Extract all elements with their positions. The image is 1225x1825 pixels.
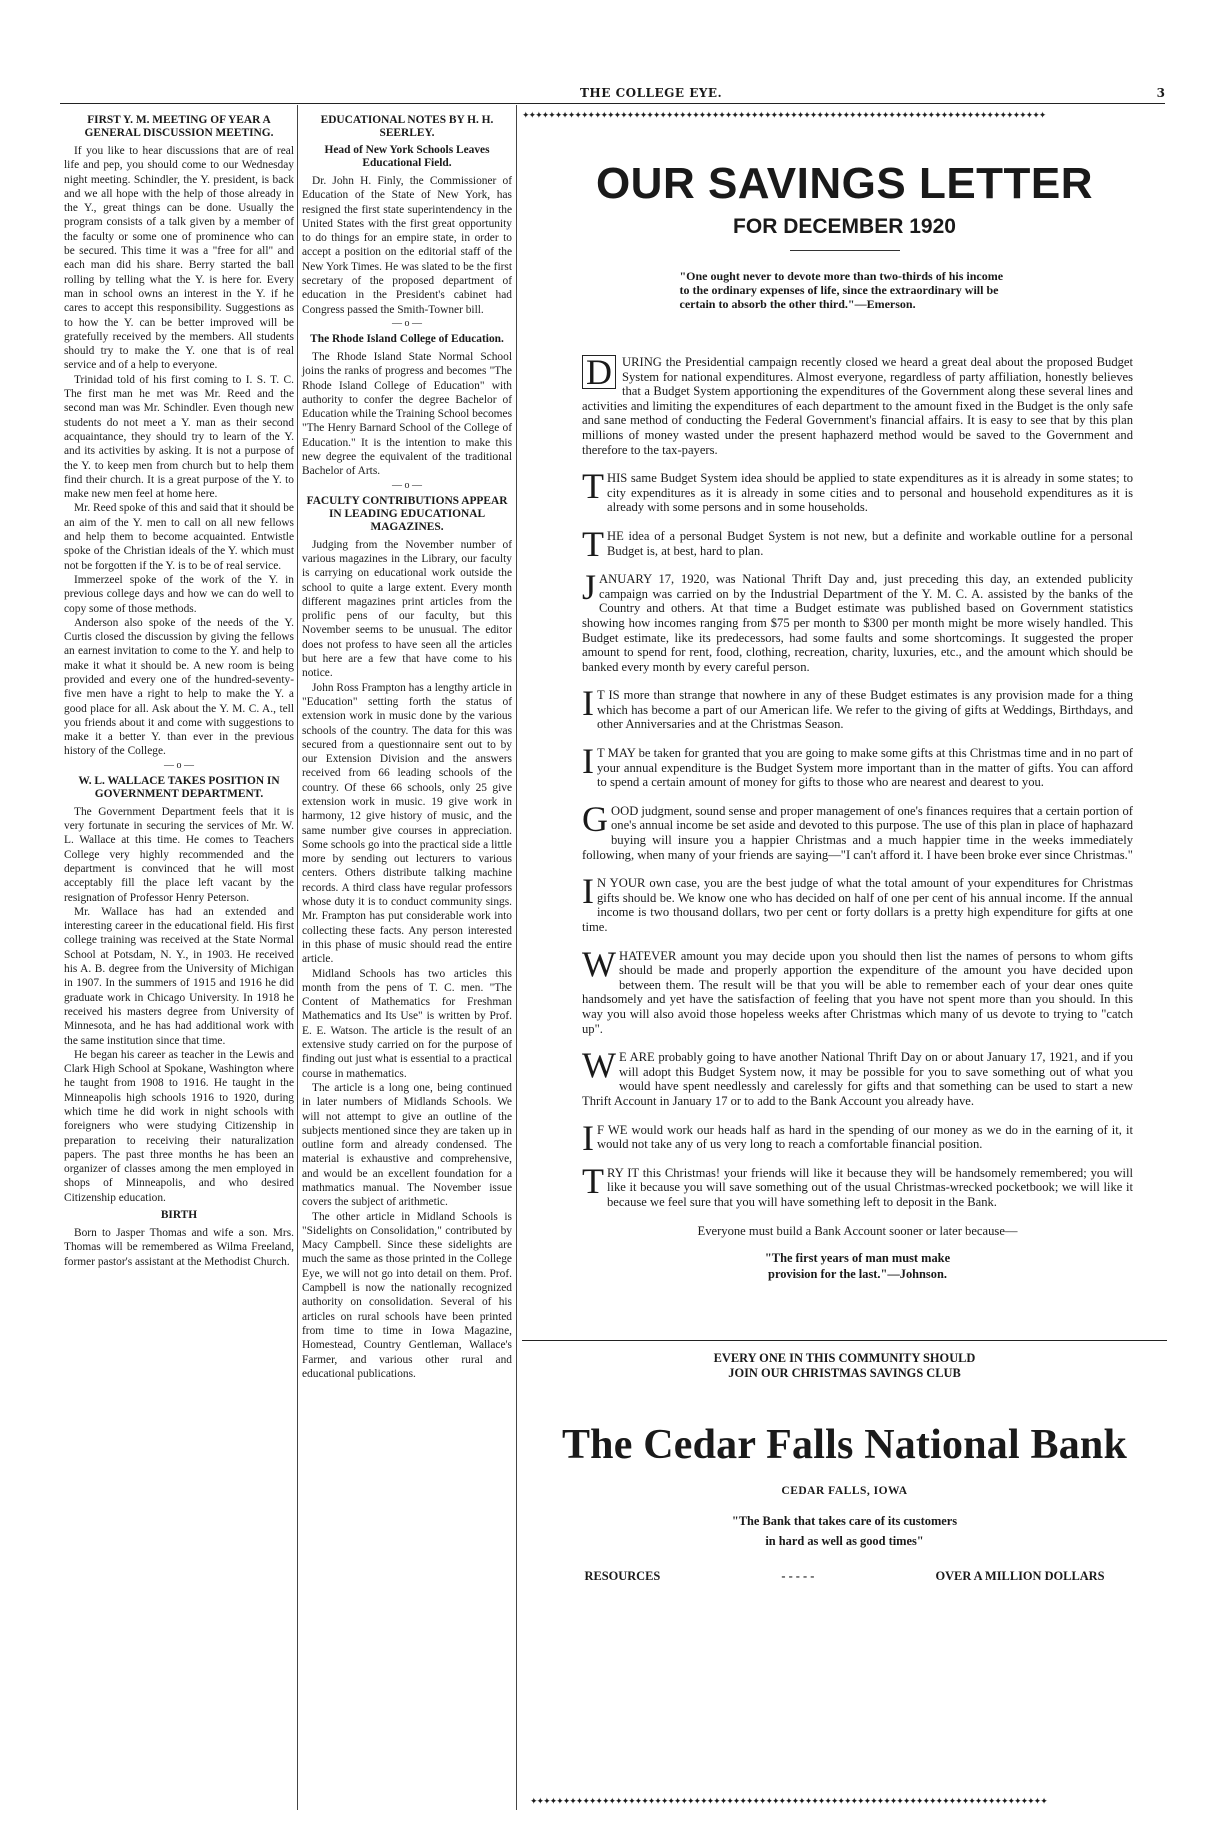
ad-paragraph [582, 1117, 1133, 1158]
ad-paragraph-text: HE idea of a personal Budget System is not new, but a definite and workable outline for a personal Budget is, at best, hard to plan. [607, 528, 1133, 558]
johnson-quote [582, 1250, 1133, 1282]
column-middle [302, 110, 512, 1381]
johnson-quote-line: provision for the last."—Johnson. [768, 1267, 947, 1282]
ad-paragraph [582, 523, 1133, 564]
article-headline: W. L. WALLACE TAKES POSITION IN GOVERNMENT DEPARTMENT. [78, 774, 280, 800]
ad-paragraph [582, 798, 1133, 862]
drop-cap: W [582, 1045, 616, 1086]
divider [522, 1340, 1167, 1341]
savings-letter-advertisement [522, 110, 1167, 1584]
drop-cap: I [582, 871, 594, 912]
column-divider [516, 105, 517, 1810]
article-paragraph: The Government Department feels that it is very fortunate in securing the services of Mr. W. L. Wallace at this time. He comes to Teachers College very highly recommended and the department is convinced that he will most acceptably fill the place left vacant by the resignation of Professor Henry Peterson. [64, 805, 294, 904]
ad-paragraph-text: HIS same Budget System idea should be applied to state expenditures as it is already in some states; to city expenditures as it is already in some cities and to personal and household expenditures as it is already with some persons and in some households. [607, 471, 1133, 515]
drop-cap: J [582, 567, 597, 608]
emerson-quote: "One ought never to devote more than two-thirds of his income to the ordinary expenses of life, since the extraordinary will be certain to absorb the other third."—Emerson. [679, 269, 1004, 311]
drop-cap: I [582, 741, 594, 782]
ad-paragraph [582, 466, 1133, 515]
article-paragraph: John Ross Frampton has a lengthy article in "Education" setting forth the status of extension work in music done by the various schools of the country. The data for this was secured from a questionnaire sent out to by our Extension Division and the answers received from 66 leading schools of the country. Of these 66 schools, only 25 give extension work in music. 19 give work in harmony, 12 give history of music, and the same number give courses in appreciation. Some schools go into the practical side a little more by sending out lecturers to various centers. Others distribute talking machine records. A third class have regular professors whose duty it is to conduct community sings. Mr. Frampton has put considerable work into collecting these facts. Any person interested in this phase of music should read the entire article. [302, 681, 512, 966]
bank-motto [522, 1511, 1167, 1551]
drop-cap: W [582, 943, 616, 984]
article-subhead: The Rhode Island College of Education. [310, 332, 504, 345]
bank-city: CEDAR FALLS, IOWA [781, 1485, 908, 1498]
divider [790, 250, 900, 251]
article-subhead: FACULTY CONTRIBUTIONS APPEAR IN LEADING EDUCATIONAL MAGAZINES. [306, 494, 508, 533]
section-separator: — o — [392, 479, 422, 491]
drop-cap: D [582, 355, 616, 389]
article-paragraph: Anderson also spoke of the needs of the Y. Curtis closed the discussion by giving the fellows an earnest invitation to come to the Y. and help to make it what it should be. A new room is being provided and every one of the hundred-seventy-five men have a right to help to make the Y. a good place for all. Ask about the Y. M. C. A., tell you friends about it and come with suggestions to make it a better Y. than ever in the previous history of the College. [64, 616, 294, 758]
ad-paragraph [582, 567, 1133, 674]
motto-line: in hard as well as good times" [765, 1534, 924, 1549]
drop-cap: G [582, 798, 608, 839]
drop-cap: I [582, 683, 594, 724]
ad-paragraph-text: OOD judgment, sound sense and proper management of one's finances requires that a certain portion of one's annual income be set aside and devoted to this purpose. The use of this plan in place of haphazard buying will insure you a happier Christmas and a much happier time in the weeks immediately following, when many of your friends are saying—"I can't afford it. I have been broke ever since Christmas." [582, 803, 1133, 862]
resources-leader: - - - - - [781, 1569, 815, 1584]
article-paragraph: Mr. Reed spoke of this and said that it should be an aim of the Y. men to call on all new fellows and help them to become acquainted. Entwistle spoke of the Christian ideals of the Y. which must not be forgotten if the Y. is to be of real service. [64, 502, 294, 572]
page-number: 3 [1156, 86, 1165, 100]
ad-paragraph [582, 683, 1133, 732]
article-paragraph: He began his career as teacher in the Lewis and Clark High School at Spokane, Washington where he taught from 1908 to 1916. He taught in the Minneapolis high schools 1916 to 1920, during which time he did work in night schools with foreigners who were studying Citizenship in preparation to receiving their naturalization papers. The past three months he has been an organizer of classes among the men employed in shops of Minneapolis, and who desired Citizenship education. [64, 1048, 294, 1204]
ad-paragraph-text: RY IT this Christmas! your friends will like it because they will be handsomely remembered; you will like it because you will save something out of the usual Christmas-wrecked pocketbook; we will like it because we feel sure that you will have something left to deposit in the Bank. [607, 1165, 1133, 1209]
motto-line: "The Bank that takes care of its customers [731, 1514, 958, 1529]
johnson-quote-line: "The first years of man must make [764, 1251, 951, 1266]
column-divider [297, 105, 298, 1810]
ad-paragraph [582, 1160, 1133, 1210]
ad-paragraph-text: F WE would work our heads half as hard in the spending of our money as we do in the earning of it, it would not take any of us very long to reach a comfortable financial position. [597, 1122, 1133, 1152]
section-separator: — o — [392, 317, 422, 329]
drop-cap: T [582, 1160, 604, 1201]
article-paragraph: The Rhode Island State Normal School joins the ranks of progress and becomes "The Rhode Island College of Education" with authority to confer the degree Bachelor of Education while the Training School becomes "The Henry Barnard School of the College of Education." It is the intention to make this new degree the equivalent of the traditional Bachelor of Arts. [302, 350, 512, 478]
column-left [64, 110, 294, 1269]
article-paragraph: The other article in Midland Schools is "Sidelights on Consolidation," contributed by Macy Campbell. Since these sidelights are much the same as those printed in the College Eye, we will not go into detail on them. Prof. Campbell is now the nationally recognized authority on consolidation. Several of his articles on rural schools have been printed from time to time in Iowa Magazine, Homestead, Country Gentleman, Wallace's Farmer, and various other rural and educational publications. [302, 1210, 512, 1380]
section-separator: — o — [164, 759, 194, 771]
resources-label: RESOURCES [584, 1569, 661, 1584]
ad-subtitle: FOR DECEMBER 1920 [733, 215, 956, 238]
ad-title: OUR SAVINGS LETTER [595, 159, 1094, 208]
article-paragraph: Midland Schools has two articles this month from the pens of T. C. men. "The Content of Mathematics for Freshman Mathematics and Its Use" is written by Prof. E. E. Watson. The article is the result of an extensive study carried on for the purpose of finding out just what is essential to a practical course in mathematics. [302, 967, 512, 1080]
article-paragraph: The article is a long one, being continued in later numbers of Midlands Schools. We will not attempt to give an outline of the subjects mentioned since they are taken up in outline form and already condensed. The material is exhaustive and comprehensive, and would be an excellent foundation for a mathmatics manual. The November issue covers the subject of arithmetic. [302, 1081, 512, 1209]
ad-paragraph [582, 352, 1133, 457]
resources-line [585, 1569, 1105, 1584]
ad-paragraph-text: T IS more than strange that nowhere in any of these Budget estimates is any provision made for a thing which has become a part of our American life. We refer to the giving of gifts at Weddings, Birthdays, and other Anniversaries and at the Christmas Season. [597, 688, 1133, 732]
ad-paragraph [582, 741, 1133, 790]
club-line: EVERY ONE IN THIS COMMUNITY SHOULD [713, 1351, 976, 1366]
drop-cap: I [582, 1117, 594, 1158]
article-paragraph: Trinidad told of his first coming to I. S. T. C. The first man he met was Mr. Reed and the second man was Mr. Schindler. Even though new students do not meet a Y. man as their second acquaintance, they should try to learn of the Y. and its activities by asking. It is not a purpose of the Y. to keep men from church but to help them find their church. It is a great purpose of the Y. to make new men feel at home here. [64, 373, 294, 501]
ad-paragraph-text: T MAY be taken for granted that you are going to make some gifts at this Christmas time and in no part of your annual expenditure is the Budget System more important than in the matter of gifts. You can afford to spend a certain amount of money for gifts to those who are nearest and dearest to you. [597, 746, 1133, 790]
article-paragraph: Dr. John H. Finly, the Commissioner of Education of the State of New York, has resigned the first state superintendency in the United States with the first great opportunity to do things for an empire state, in order to accept a position on the editorial staff of the New York Times. He was slated to be the first secretary of the proposed department of education in the President's cabinet had Congress passed the Smith-Towner bill. [302, 175, 512, 316]
birth-headline: BIRTH [160, 1209, 198, 1222]
article-paragraph: Immerzeel spoke of the work of the Y. in previous college days and how we can do well to copy some of those methods. [64, 573, 294, 615]
newspaper-title: THE COLLEGE EYE. [580, 86, 723, 100]
birth-notice: Born to Jasper Thomas and wife a son. Mrs. Thomas will be remembered as Wilma Freeland, former pastor's assistant at the Methodist Church. [64, 1227, 294, 1268]
article-paragraph: Judging from the November number of various magazines in the Library, our faculty is carrying on educational work outside the school to quite a large extent. Every month different magazines print articles from the prolific pens of our faculty, but this November seems to be unusual. The editor does not profess to have seen all the articles but here are a few that have come to his notice. [302, 538, 512, 680]
article-subhead: Head of New York Schools Leaves Educational Field. [324, 144, 490, 169]
ad-paragraph-text: HATEVER amount you may decide upon you should then list the names of persons to whom gifts should be made and properly apportion the expenditure of the amount you have decided upon between them. The result will be that you will be able to remember each of your dear ones quite handsomely and yet have the satisfaction of feeling that you have not spent more than you should. In this way you will also avoid those hopeless weeks after Christmas which many of us devote to trying to "catch up". [582, 948, 1133, 1036]
article-paragraph: If you like to hear discussions that are of real life and pep, you should come to our Wednesday night meeting. Schindler, the Y. president, is back and we all hope with the help of those already in the Y., great things can be done. Usually the program consists of a talk given by a member of the faculty or some one of prominence who can be secured. This time it was a "free for all" and each man did his share. Berry started the ball rolling by telling what the Y. is here for. Every man in school owns an interest in the Y. if he cares to accept this responsibility. Suggestions as to how the Y. can be better improved will be gratefully received by the members. All students should try to make the Y. one that is of real service and of a help to everyone. [64, 145, 294, 372]
page-header [60, 86, 1165, 102]
drop-cap: T [582, 523, 604, 564]
article-paragraph: Mr. Wallace has had an extended and interesting career in the educational field. His first college training was received at the State Normal School at Potsdam, N. Y., in 1903. He received his A. B. degree from the University of Michigan in 1907. In the summers of 1915 and 1916 he did graduate work in Chicago University. In 1918 he received his masters degree from University of Minnesota, and he has had additional work with the same institution since that time. [64, 905, 294, 1047]
ad-paragraph [582, 1045, 1133, 1108]
bank-name: The Cedar Falls National Bank [561, 1422, 1128, 1469]
club-line: JOIN OUR CHRISTMAS SAVINGS CLUB [728, 1366, 961, 1381]
ad-paragraph-text: ANUARY 17, 1920, was National Thrift Day and, just preceding this day, an extended publicity campaign was carried on by the Industrial Department of the Y. M. C. A. assisted by the banks of the Country and others. At that time a Budget estimate was published based on Government statistics showing how incomes ranging from $75 per month to $300 per month might be more wisely handled. This Budget estimate, like its predecessors, had some faults and some shortcomings. It suggested the proper amount to spend for rent, food, clothing, recreation, charity, luxuries, etc., and the amount which should be banked every month by every careful person. [582, 572, 1133, 674]
closing-line: Everyone must build a Bank Account sooner or later because— [697, 1223, 1018, 1238]
article-headline: FIRST Y. M. MEETING OF YEAR A GENERAL DISCUSSION MEETING. [84, 114, 274, 139]
resources-value: OVER A MILLION DOLLARS [935, 1569, 1105, 1584]
ad-paragraph-text: E ARE probably going to have another National Thrift Day on or about January 17, 1921, and if you will adopt this Budget System now, it may be possible for you to save something out of what you would have spent needlessly and carelessly for gifts and that something can be used to start a new Thrift Account in January 17 or to add to the Bank Account you already have. [582, 1050, 1133, 1108]
savings-club-notice [522, 1351, 1167, 1381]
drop-cap: T [582, 466, 604, 507]
ad-paragraph [582, 943, 1133, 1037]
ad-paragraph-text: N YOUR own case, you are the best judge of what the total amount of your expenditures for Christmas gifts should be. We know one who has decided on half of one per cent of his annual income. If the annual income is two thousand dollars, two per cent or forty dollars is a pretty high expenditure for gifts at one time. [582, 876, 1133, 934]
header-rule [60, 103, 1165, 104]
decorative-border: ✦✦✦✦✦✦✦✦✦✦✦✦✦✦✦✦✦✦✦✦✦✦✦✦✦✦✦✦✦✦✦✦✦✦✦✦✦✦✦✦✦✦✦✦✦✦✦✦✦✦✦✦✦✦✦✦✦✦✦✦✦✦✦✦✦✦✦✦✦✦✦✦✦✦✦✦✦✦✦✦ [522, 110, 1046, 120]
ad-body [582, 352, 1133, 1282]
ad-paragraph [582, 871, 1133, 934]
decorative-border: ✦✦✦✦✦✦✦✦✦✦✦✦✦✦✦✦✦✦✦✦✦✦✦✦✦✦✦✦✦✦✦✦✦✦✦✦✦✦✦✦✦✦✦✦✦✦✦✦✦✦✦✦✦✦✦✦✦✦✦✦✦✦✦✦✦✦✦✦✦✦✦✦✦✦✦✦✦✦✦ [530, 1797, 1047, 1807]
ad-paragraph-text: URING the Presidential campaign recently closed we heard a great deal about the proposed Budget System for national expenditures. Almost everyone, regardless of party affiliation, honestly believes that a Budget System apportioning the expenditures of the Government along these several lines and activities and limiting the expenditures of each department to the amount fixed in the Budget is the only safe and sane method of conducting the Federal Government's financial affairs. It is easy to see that by this plan millions of money wasted under the present haphazerd method would be saved to the Government and therefore to the tax-payers. [582, 355, 1133, 457]
section-headline: EDUCATIONAL NOTES BY H. H. SEERLEY. [320, 114, 494, 139]
